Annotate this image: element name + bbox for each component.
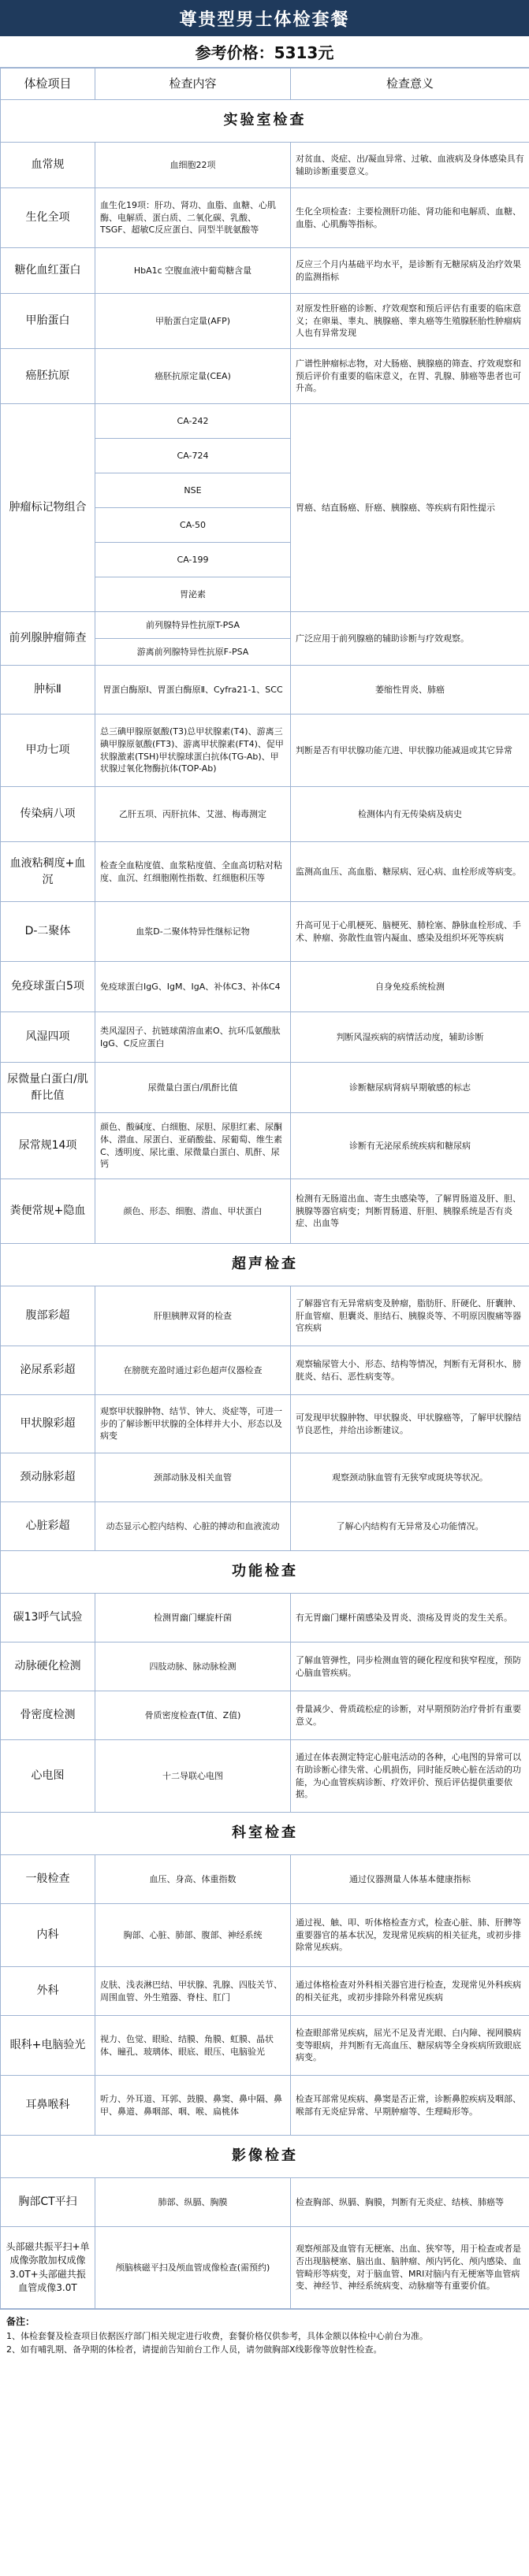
row-content: 检测胃幽门螺旋杆菌 — [95, 1594, 291, 1642]
row-meaning: 萎缩性胃炎、肺癌 — [291, 666, 529, 715]
row-content: 视力、色觉、眼睑、结膜、角膜、虹膜、晶状体、瞳孔、玻璃体、眼底、眼压、电脑验光 — [95, 2016, 291, 2076]
row-content: 总三碘甲腺原氨酸(T3)总甲状腺素(T4)、游离三碘甲腺原氨酸(FT3)、游离甲状腺素(FT4)、促甲状腺激素(TSH)甲状腺球蛋白抗体(TG-Ab)、甲状腺过氧化物酶抗体(TOP-Ab) — [95, 715, 291, 787]
row-meaning: 广泛应用于前列腺癌的辅助诊断与疗效观察。 — [291, 612, 529, 666]
row-meaning: 自身免疫系统检测 — [291, 962, 529, 1012]
row-meaning: 检测体内有无传染病及病史 — [291, 787, 529, 842]
row-content: 癌胚抗原定量(CEA) — [95, 349, 291, 404]
row-meaning: 有无胃幽门螺杆菌感染及胃炎、溃疡及胃炎的发生关系。 — [291, 1594, 529, 1642]
row-item: 风湿四项 — [1, 1012, 95, 1063]
table-row — [1, 612, 529, 639]
row-content: 血浆D-二聚体特异性继标记物 — [95, 902, 291, 962]
row-meaning: 通过在体表测定特定心脏电活动的各种，心电图的异常可以有助诊断心律失常、心肌损伤，同时能反映心脏在活动的功能，为心血管疾病诊断、疗效评价、预后评估提供重要依据。 — [291, 1740, 529, 1813]
table-row — [1, 294, 529, 349]
row-item: 尿常规14项 — [1, 1113, 95, 1179]
row-item: 一般检查 — [1, 1855, 95, 1904]
table-header-row — [1, 69, 529, 100]
row-meaning: 检查眼部常见疾病，屈光不足及青光眼、白内障、视网膜病变等眼病，并判断有无高血压、糖尿病等全身疾病所致眼底病变。 — [291, 2016, 529, 2076]
row-meaning: 诊断糖尿病肾病早期敏感的标志 — [291, 1063, 529, 1113]
row-meaning: 了解血管弹性，同步检测血管的硬化程度和狭窄程度，预防心脑血管疾病。 — [291, 1642, 529, 1691]
reference-price: 参考价格：5313元 — [0, 36, 529, 68]
row-content: 颈部动脉及相关血管 — [95, 1453, 291, 1502]
section-title: 科室检查 — [1, 1813, 529, 1855]
table-row — [1, 2016, 529, 2076]
row-item: 生化全项 — [1, 188, 95, 248]
row-content: 皮肤、浅表淋巴结、甲状腺、乳腺、四肢关节、周围血管、外生殖器、脊柱、肛门 — [95, 1967, 291, 2016]
row-content: 血生化19项：肝功、肾功、血脂、血糖、心肌酶、电解质、蛋白质、二氧化碳、乳酸、TSGF、超敏C反应蛋白、同型半胱氨酸等 — [95, 188, 291, 248]
row-item: 血常规 — [1, 143, 95, 188]
row-item: 粪便常规+隐血 — [1, 1179, 95, 1244]
row-item: 头部磁共振平扫+单成像弥散加权成像3.0T+头部磁共振血管成像3.0T — [1, 2227, 95, 2309]
row-content: 乙肝五项、丙肝抗体、艾滋、梅毒测定 — [95, 787, 291, 842]
section-title: 功能检查 — [1, 1551, 529, 1594]
row-content: 肝胆胰脾双肾的检查 — [95, 1286, 291, 1346]
header-meaning: 检查意义 — [291, 69, 529, 100]
header-content: 检查内容 — [95, 69, 291, 100]
row-item: 内科 — [1, 1904, 95, 1967]
row-meaning: 判断是否有甲状腺功能亢进、甲状腺功能减退或其它异常 — [291, 715, 529, 787]
row-content: 在膀胱充盈时通过彩色超声仪器检查 — [95, 1346, 291, 1395]
table-row — [1, 404, 529, 439]
row-content: 甲胎蛋白定量(AFP) — [95, 294, 291, 349]
row-content: HbA1c 空腹血液中葡萄糖含量 — [95, 248, 291, 294]
table-row — [1, 1346, 529, 1395]
row-meaning: 判断风湿疾病的病情活动度，辅助诊断 — [291, 1012, 529, 1063]
row-item: 血液粘稠度+血沉 — [1, 842, 95, 902]
row-content: 血细胞22项 — [95, 143, 291, 188]
row-content: 颅脑核磁平扫及颅血管成像检查(需预约) — [95, 2227, 291, 2309]
row-content: 动态显示心腔内结构、心脏的搏动和血液流动 — [95, 1502, 291, 1551]
table-row — [1, 1179, 529, 1244]
row-item: 免疫球蛋白5项 — [1, 962, 95, 1012]
row-meaning: 检查耳部常见疾病、鼻窦是否正常，诊断鼻腔疾病及咽部、喉部有无炎症异常、早期肿瘤等、生理畸形等。 — [291, 2076, 529, 2136]
table-row — [1, 962, 529, 1012]
row-item: 胸部CT平扫 — [1, 2178, 95, 2227]
row-meaning: 通过视、触、叩、听体格检查方式，检查心脏、肺、肝脾等重要器官的基本状况，发现常见疾病的相关征兆，或初步排除常见疾病。 — [291, 1904, 529, 1967]
row-meaning: 检查胸部、纵膈、胸膜，判断有无炎症、结核、肺癌等 — [291, 2178, 529, 2227]
row-content: 四肢动脉、脉动脉检测 — [95, 1642, 291, 1691]
row-item: 耳鼻喉科 — [1, 2076, 95, 2136]
row-content: 骨质密度检查(T值、Z值) — [95, 1691, 291, 1740]
row-item: 碳13呼气试验 — [1, 1594, 95, 1642]
table-row — [1, 1453, 529, 1502]
notes-line: 2、如有哺乳期、备孕期的体检者，请提前告知前台工作人员，请勿做胸部X线影像等放射性检查。 — [6, 2344, 382, 2355]
row-item: 心脏彩超 — [1, 1502, 95, 1551]
row-content: 游离前列腺特异性抗原F-PSA — [95, 639, 291, 666]
table-row — [1, 1967, 529, 2016]
row-meaning: 升高可见于心肌梗死、脑梗死、肺栓塞、静脉血栓形成、手术、肿瘤、弥散性血管内凝血、感染及组织坏死等疾病 — [291, 902, 529, 962]
table-row — [1, 1904, 529, 1967]
row-item: 癌胚抗原 — [1, 349, 95, 404]
table-row — [1, 715, 529, 787]
table-row — [1, 1012, 529, 1063]
row-item: 甲功七项 — [1, 715, 95, 787]
row-item: 腹部彩超 — [1, 1286, 95, 1346]
row-meaning: 观察输尿管大小、形态、结构等情况，判断有无肾积水、膀胱炎、结石、恶性病变等。 — [291, 1346, 529, 1395]
notes — [0, 2309, 529, 2361]
row-content: CA-242 — [95, 404, 291, 439]
row-item: 糖化血红蛋白 — [1, 248, 95, 294]
row-item: 尿微量白蛋白/肌酐比值 — [1, 1063, 95, 1113]
section-dept — [1, 1813, 529, 1855]
table-row — [1, 349, 529, 404]
table-row — [1, 2178, 529, 2227]
row-item: 甲状腺彩超 — [1, 1395, 95, 1453]
row-item: D-二聚体 — [1, 902, 95, 962]
row-content: 观察甲状腺肿物、结节、钟大、炎症等，可进一步的了解诊断甲状腺的全体样并大小、形态以及病变 — [95, 1395, 291, 1453]
row-content: 血压、身高、体重指数 — [95, 1855, 291, 1904]
row-content: 听力、外耳道、耳郭、鼓膜、鼻窦、鼻中隔、鼻甲、鼻道、鼻咽部、咽、喉、扁桃体 — [95, 2076, 291, 2136]
header-item: 体检项目 — [1, 69, 95, 100]
row-meaning: 通过仪器测量人体基本健康指标 — [291, 1855, 529, 1904]
row-item: 心电图 — [1, 1740, 95, 1813]
row-content: 肺部、纵膈、胸膜 — [95, 2178, 291, 2227]
row-item: 肿标Ⅱ — [1, 666, 95, 715]
row-item: 颈动脉彩超 — [1, 1453, 95, 1502]
notes-line: 1、体检套餐及检查项目依据医疗部门相关规定进行收费，套餐价格仅供参考，具体金额以体检中心前台为准。 — [6, 2330, 428, 2341]
row-content: CA-50 — [95, 508, 291, 543]
checkup-table — [0, 68, 529, 2309]
row-content: 胸部、心脏、肺部、腹部、神经系统 — [95, 1904, 291, 1967]
row-meaning: 检测有无肠道出血、寄生虫感染等，了解胃肠道及肝、胆、胰腺等器官病变；判断胃肠道、肝胆、胰腺系统是否有炎症、出血等 — [291, 1179, 529, 1244]
row-item: 甲胎蛋白 — [1, 294, 95, 349]
row-item: 传染病八项 — [1, 787, 95, 842]
row-meaning: 诊断有无泌尿系统疾病和糖尿病 — [291, 1113, 529, 1179]
section-ultrasound — [1, 1244, 529, 1286]
row-meaning: 观察颈动脉血管有无狭窄或斑块等状况。 — [291, 1453, 529, 1502]
table-row — [1, 1642, 529, 1691]
row-meaning: 胃癌、结直肠癌、肝癌、胰腺癌、等疾病有阳性提示 — [291, 404, 529, 612]
row-content: 检查全血粘度值、血浆粘度值、全血高切粘对粘度、血沉、红细胞刚性指数、红细胞积压等 — [95, 842, 291, 902]
row-meaning: 观察颅部及血管有无梗塞、出血、狭窄等，用于检查或者是否出现脑梗塞、脑出血、脑肿瘤、颅内钙化、颅内感染、血管畸形等病变，对于脑血管、MRI对脑内有无梗塞等血管病变、神经节、神经系统病变、动脉瘤等有重要价值。 — [291, 2227, 529, 2309]
table-row — [1, 2227, 529, 2309]
table-row — [1, 248, 529, 294]
table-row — [1, 666, 529, 715]
row-content: 颜色、酸碱度、白细胞、尿胆、尿胆红素、尿酮体、潜血、尿蛋白、亚硝酸盐、尿葡萄、维生素C、透明度、尿比重、尿微量白蛋白、肌酐、尿钙 — [95, 1113, 291, 1179]
row-content: 尿微量白蛋白/肌酐比值 — [95, 1063, 291, 1113]
table-row — [1, 842, 529, 902]
row-meaning: 监测高血压、高血脂、糖尿病、冠心病、血栓形成等病变。 — [291, 842, 529, 902]
row-content: 胃蛋白酶原Ⅰ、胃蛋白酶原Ⅱ、Cyfra21-1、SCC — [95, 666, 291, 715]
row-meaning: 骨量减少、骨质疏松症的诊断，对早期预防治疗骨折有重要意义。 — [291, 1691, 529, 1740]
row-content: CA-199 — [95, 543, 291, 577]
row-meaning: 了解器官有无异常病变及肿瘤，脂肪肝、肝硬化、肝囊肿、肝血管瘤、胆囊炎、胆结石、胰腺炎等、不明原因腹痛等器官疾病 — [291, 1286, 529, 1346]
table-row — [1, 1740, 529, 1813]
table-row — [1, 1502, 529, 1551]
row-meaning: 通过体格检查对外科相关器官进行检查，发现常见外科疾病的相关征兆，或初步排除外科常见疾病 — [291, 1967, 529, 2016]
table-row — [1, 1855, 529, 1904]
section-title: 超声检查 — [1, 1244, 529, 1286]
section-imaging — [1, 2136, 529, 2178]
section-lab — [1, 100, 529, 143]
table-row — [1, 787, 529, 842]
row-meaning: 了解心内结构有无异常及心功能情况。 — [291, 1502, 529, 1551]
row-meaning: 反应三个月内基础平均水平，是诊断有无糖尿病及治疗效果的监测指标 — [291, 248, 529, 294]
notes-title: 备注： — [6, 2316, 35, 2327]
row-item: 动脉硬化检测 — [1, 1642, 95, 1691]
row-content: 前列腺特异性抗原T-PSA — [95, 612, 291, 639]
row-content: CA-724 — [95, 439, 291, 473]
row-item: 前列腺肿瘤筛查 — [1, 612, 95, 666]
row-content: 十二导联心电图 — [95, 1740, 291, 1813]
row-meaning: 广谱性肿瘤标志物，对大肠癌、胰腺癌的筛查、疗效观察和预后评价有重要的临床意义，在胃、乳腺、肺癌等患者也可升高。 — [291, 349, 529, 404]
row-item: 骨密度检测 — [1, 1691, 95, 1740]
table-row — [1, 2076, 529, 2136]
row-meaning: 生化全项检查：主要检测肝功能、肾功能和电解质、血糖、血脂、心肌酶等指标。 — [291, 188, 529, 248]
table-row — [1, 1113, 529, 1179]
table-row — [1, 143, 529, 188]
row-content: NSE — [95, 473, 291, 508]
row-item: 外科 — [1, 1967, 95, 2016]
row-content: 免疫球蛋白IgG、IgM、IgA、补体C3、补体C4 — [95, 962, 291, 1012]
table-row — [1, 1395, 529, 1453]
row-meaning: 可发现甲状腺肿物、甲状腺炎、甲状腺癌等，了解甲状腺结节良恶性，并给出诊断建议。 — [291, 1395, 529, 1453]
row-meaning: 对贫血、炎症、出/凝血异常、过敏、血液病及身体感染具有辅助诊断重要意义。 — [291, 143, 529, 188]
row-meaning: 对原发性肝癌的诊断、疗效观察和预后评估有重要的临床意义；在卵巢、睾丸、胰腺癌、睾丸癌等生殖腺胚胎性肿瘤病人也有异常发现 — [291, 294, 529, 349]
section-title: 影像检查 — [1, 2136, 529, 2178]
row-content: 颜色、形态、细胞、潜血、甲状蛋白 — [95, 1179, 291, 1244]
section-title: 实验室检查 — [1, 100, 529, 143]
table-row — [1, 188, 529, 248]
table-row — [1, 902, 529, 962]
section-function — [1, 1551, 529, 1594]
page-title: 尊贵型男士体检套餐 — [0, 0, 529, 36]
row-content: 类风湿因子、抗链球菌溶血素O、抗环瓜氨酸肽IgG、C反应蛋白 — [95, 1012, 291, 1063]
row-item: 泌尿系彩超 — [1, 1346, 95, 1395]
table-row — [1, 1286, 529, 1346]
row-item: 眼科+电脑验光 — [1, 2016, 95, 2076]
table-row — [1, 1063, 529, 1113]
table-row — [1, 1691, 529, 1740]
row-content: 胃泌素 — [95, 577, 291, 612]
table-row — [1, 1594, 529, 1642]
row-item: 肿瘤标记物组合 — [1, 404, 95, 612]
